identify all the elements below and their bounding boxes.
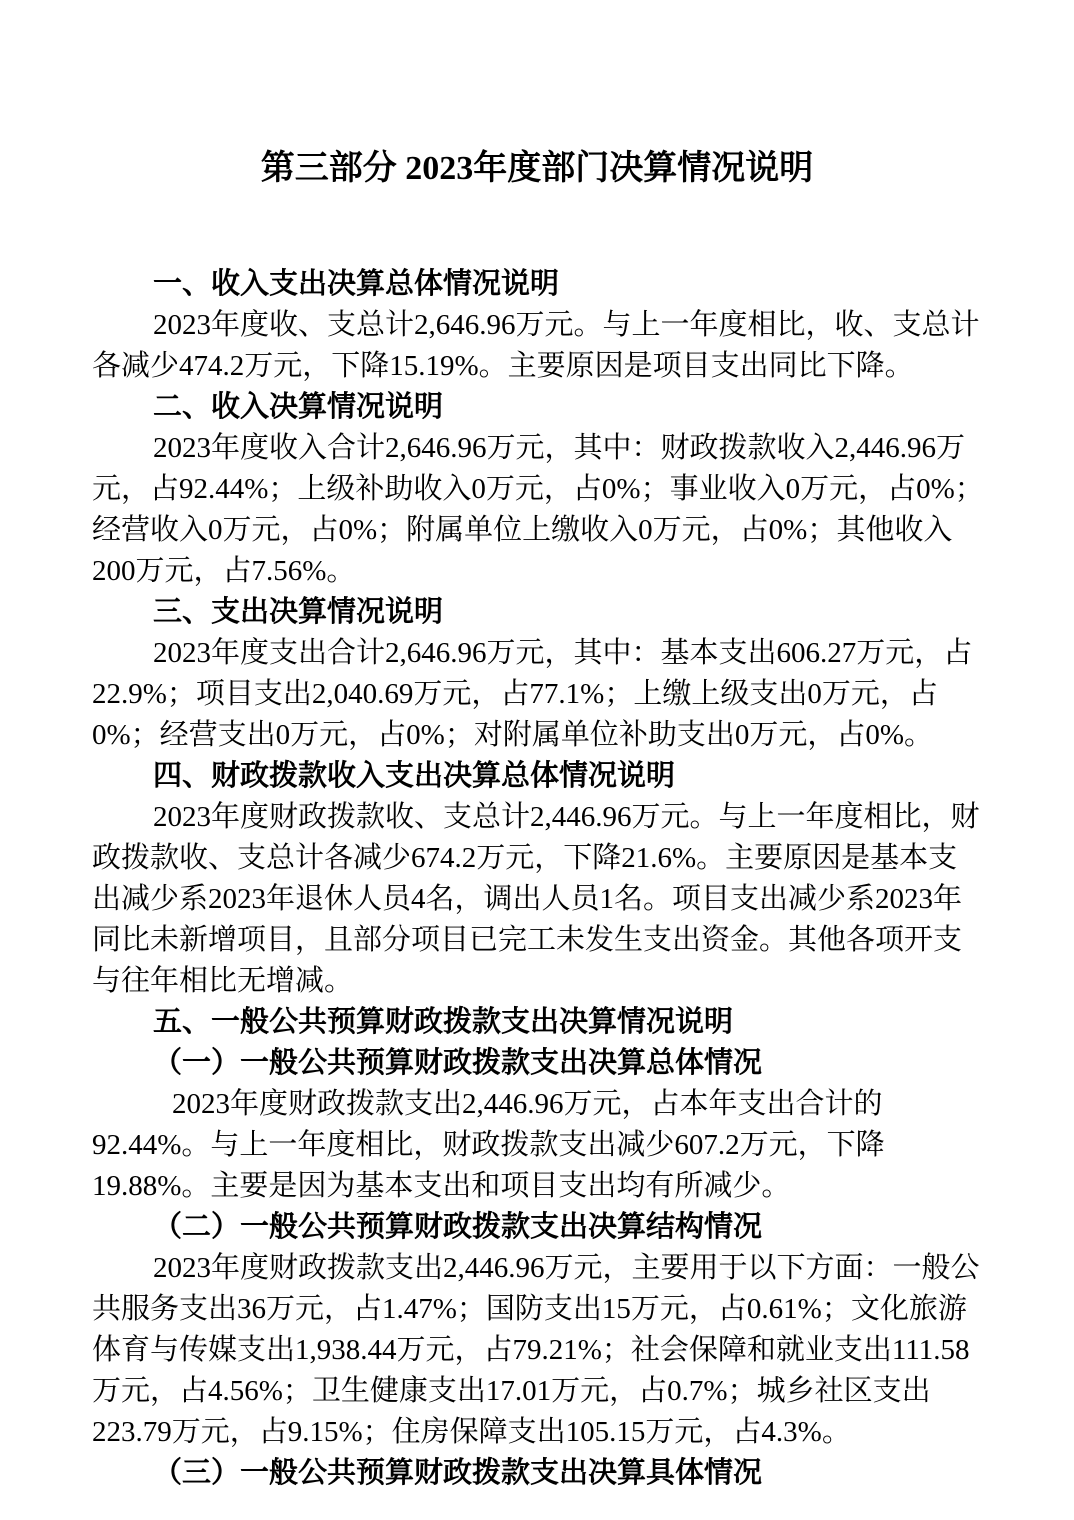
section-3-heading: 三、支出决算情况说明 xyxy=(153,596,444,628)
section-3-paragraph: 2023年度支出合计2,646.96万元，其中：基本支出606.27万元，占22.9%；项目支出2,040.69万元，占77.1%；上缴上级支出0万元，占0%；经营支出0万元，占0%；对附属单位补助支出0万元，占0%。 xyxy=(92,637,973,751)
section-5-heading: 五、一般公共预算财政拨款支出决算情况说明 xyxy=(153,1006,734,1038)
document-title: 第三部分 2023年度部门决算情况说明 xyxy=(260,150,814,187)
section-2-paragraph: 2023年度收入合计2,646.96万元，其中：财政拨款收入2,446.96万元，占92.44%；上级补助收入0万元，占0%；事业收入0万元，占0%；经营收入0万元，占0%；附属单位上缴收入0万元，占0%；其他收入200万元，占7.56%。 xyxy=(92,432,984,587)
subsection-5-1-paragraph: 2023年度财政拨款支出2,446.96万元，占本年支出合计的92.44%。与上一年度相比，财政拨款支出减少607.2万元，下降19.88%。主要是因为基本支出和项目支出均有所减少。 xyxy=(92,1088,885,1202)
subsection-5-2-paragraph: 2023年度财政拨款支出2,446.96万元，主要用于以下方面：一般公共服务支出36万元，占1.47%；国防支出15万元，占0.61%；文化旅游体育与传媒支出1,938.44万元，占79.21%；社会保障和就业支出111.58万元，占4.56%；卫生健康支出17.01万元，占0.7%；城乡社区支出223.79万元，占9.15%；住房保障支出105.15万元，占4.3%。 xyxy=(92,1252,980,1448)
section-1-paragraph: 2023年度收、支总计2,646.96万元。与上一年度相比，收、支总计各减少474.2万元，下降15.19%。主要原因是项目支出同比下降。 xyxy=(92,309,980,382)
subsection-5-1-heading: （一）一般公共预算财政拨款支出决算总体情况 xyxy=(153,1047,763,1079)
section-4-paragraph: 2023年度财政拨款收、支总计2,446.96万元。与上一年度相比，财政拨款收、支总计各减少674.2万元，下降21.6%。主要原因是基本支出减少系2023年退休人员4名，调出人员1名。项目支出减少系2023年同比未新增项目，且部分项目已完工未发生支出资金。其他各项开支与往年相比无增减。 xyxy=(92,801,980,997)
document-body xyxy=(0,264,1074,1494)
subsection-5-2-heading: （二）一般公共预算财政拨款支出决算结构情况 xyxy=(153,1211,763,1243)
section-4-heading: 四、财政拨款收入支出决算总体情况说明 xyxy=(153,760,676,792)
section-2-heading: 二、收入决算情况说明 xyxy=(153,391,444,423)
subsection-5-3-heading: （三）一般公共预算财政拨款支出决算具体情况 xyxy=(153,1457,763,1489)
section-1-heading: 一、收入支出决算总体情况说明 xyxy=(153,268,560,300)
